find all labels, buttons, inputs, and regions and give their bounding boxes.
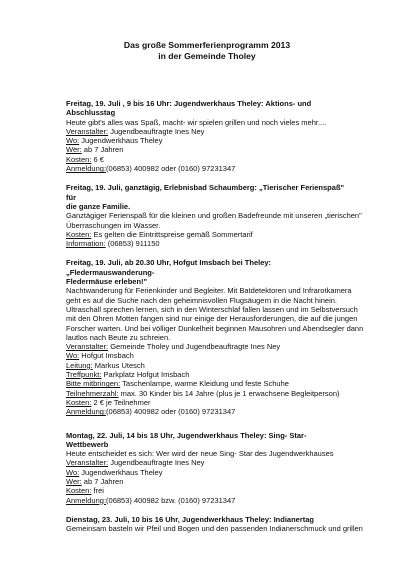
event-section [66, 431, 348, 505]
event-description-line [66, 333, 348, 342]
detail-label: Wer: [66, 145, 82, 155]
detail-text: 2 € je Teilnehmer [91, 397, 151, 407]
detail-text: Ultraschall sprechen lernen, sich in den Winterschlaf fallen lassen und im Selbstversuch [66, 304, 358, 314]
detail-text: frei [91, 486, 104, 496]
detail-text: Heute entscheidet es sich: Wer wird der neue Sing- Star des Jugendwerkhauses [66, 449, 334, 459]
detail-text: geht es auf die Suche nach den geheimnisvollen Flugsäugern in die Nacht hinein. [66, 295, 338, 305]
detail-text: ab 7 Jahren [81, 145, 124, 155]
event-detail-line [66, 407, 348, 416]
detail-text: Jugendbeauftragte Ines Ney [108, 126, 205, 136]
event-heading: Freitag, 19. Juli, ganztägig, Erlebnisbad Schaumberg: „Tierischer Ferienspaß" für [66, 183, 345, 202]
event-detail-line [66, 230, 348, 239]
event-section [66, 514, 363, 534]
detail-text: Überraschungen im Wasser. [66, 220, 161, 230]
event-description-line [66, 211, 362, 221]
detail-label: Veranstalter: [66, 126, 109, 136]
detail-label: Veranstalter: [66, 342, 109, 352]
detail-text: max. 30 Kinder bis 14 Jahre (plus je 1 erwachsene Begleitperson) [118, 388, 340, 398]
detail-text: Taschenlampe, warme Kleidung und feste Schuhe [120, 379, 289, 389]
detail-text: Jugendbeauftragte Ines Ney [108, 458, 205, 468]
detail-label: Anmeldung: [66, 407, 107, 417]
event-detail-line [66, 351, 348, 360]
detail-label: Anmeldung: [66, 164, 107, 174]
detail-text: Nachtwanderung für Ferienkinder und Begleiter. Mit Batdetektoren und Infrarotkamera [66, 286, 352, 296]
document-subtitle: in der Gemeinde Tholey [158, 50, 256, 61]
event-description-line [66, 524, 363, 534]
event-heading: Freitag, 19. Juli, ab 20.30 Uhr, Hofgut Imsbach bei Theley: „Fledermauswanderung- [66, 258, 272, 277]
detail-label: Treffpunkt: [66, 370, 102, 380]
event-detail-line [66, 127, 348, 136]
event-description-line [66, 286, 352, 296]
event-heading: die ganze Familie. [66, 201, 131, 211]
event-detail-line [66, 164, 348, 173]
detail-text: Jugendwerkhaus Theley [79, 467, 163, 477]
event-detail-line [66, 389, 348, 398]
detail-text: Hofgut Imsbach [79, 351, 134, 361]
event-heading: Montag, 22. Juli, 14 bis 18 Uhr, Jugendwerkhaus Theley: Sing- Star- Wettbewerb [66, 430, 307, 449]
detail-text: Gemeinde Tholey und Jugendbeauftragte Ines Ney [108, 342, 281, 352]
event-detail-line [66, 136, 348, 145]
event-description-line [66, 296, 348, 305]
event-detail-line [66, 496, 348, 505]
detail-text: Jugendwerkhaus Theley [79, 136, 163, 146]
detail-label: Information: [66, 239, 106, 249]
event-description-line [66, 449, 348, 458]
detail-label: Wo: [66, 136, 80, 146]
detail-label: Kosten: [66, 229, 92, 239]
detail-text: Ganztägiger Ferienspaß für die kleinen und großen Badefreunde mit unseren „tierischen" [66, 211, 362, 221]
detail-text: Gemeinsam basteln wir Pfeil und Bogen und den passenden Indianerschmuck und grillen [66, 524, 363, 534]
detail-label: Wo: [66, 351, 80, 361]
document-title: Das große Sommerferienprogramm 2013 [123, 40, 291, 50]
detail-text: (06853) 911150 [105, 239, 160, 249]
detail-text: Forscher warten. Und bei völliger Dunkelheit beginnen Mausohren und Abendsegler dann [66, 323, 364, 333]
event-description-line [66, 118, 348, 127]
event-detail-line [66, 239, 348, 248]
detail-text: (06853) 400982 oder (0160) 97231347 [106, 407, 236, 417]
title-block [66, 0, 348, 61]
event-description-line [66, 314, 358, 324]
detail-label: Leitung: [66, 360, 93, 370]
event-detail-line [66, 155, 348, 164]
detail-label: Bitte mitbringen: [66, 379, 121, 389]
event-section [66, 258, 364, 417]
event-detail-line [66, 398, 348, 407]
detail-text: ab 7 Jahren [81, 476, 124, 486]
event-detail-line [66, 486, 348, 495]
event-heading: Dienstag, 23. Juli, 10 bis 16 Uhr, Jugendwerkhaus Theley: Indianertag [66, 514, 314, 524]
detail-text: Markus Utesch [92, 360, 145, 370]
detail-label: Anmeldung: [66, 495, 107, 505]
event-detail-line [66, 458, 348, 467]
event-heading: Fledermäuse erleben!" [66, 277, 148, 287]
detail-text: (06853) 400982 bzw. (0160) 97231347 [106, 495, 236, 505]
event-detail-line [66, 468, 348, 477]
detail-label: Teilnehmerzahl: [66, 388, 119, 398]
event-description-line [66, 304, 358, 314]
event-description-line [66, 323, 364, 333]
event-detail-line [66, 145, 348, 154]
event-detail-line [66, 342, 348, 351]
detail-label: Kosten: [66, 397, 92, 407]
detail-text: mit den Ohren Motten fangen sind nur einige der Herausforderungen, die auf die jungen [66, 314, 358, 324]
detail-text: 6 € [91, 154, 104, 164]
detail-text: lautlos nach Beute zu schreien. [66, 332, 171, 342]
event-heading: Freitag, 19. Juli , 9 bis 16 Uhr: Jugendwerkhaus Theley: Aktions- und Abschlusstag [66, 99, 312, 118]
event-detail-line [66, 361, 348, 370]
event-description-line [66, 221, 348, 230]
event-section [66, 183, 362, 249]
detail-text: (06853) 400982 oder (0160) 97231347 [106, 164, 236, 174]
event-detail-line [66, 370, 348, 379]
detail-label: Kosten: [66, 486, 92, 496]
event-detail-line [66, 379, 348, 388]
detail-label: Veranstalter: [66, 458, 109, 468]
detail-text: Parkplatz Hofgut Imsbach [101, 370, 190, 380]
event-detail-line [66, 477, 348, 486]
detail-text: Heute gibt's alles was Spaß, macht- wir spielen grillen und noch vieles mehr.... [66, 117, 327, 127]
event-list [66, 99, 364, 534]
detail-label: Kosten: [66, 154, 92, 164]
event-section [66, 99, 348, 173]
detail-label: Wer: [66, 476, 82, 486]
detail-label: Wo: [66, 467, 80, 477]
detail-text: Es gelten die Eintrittspreise gemäß Sommertarif [91, 229, 253, 239]
